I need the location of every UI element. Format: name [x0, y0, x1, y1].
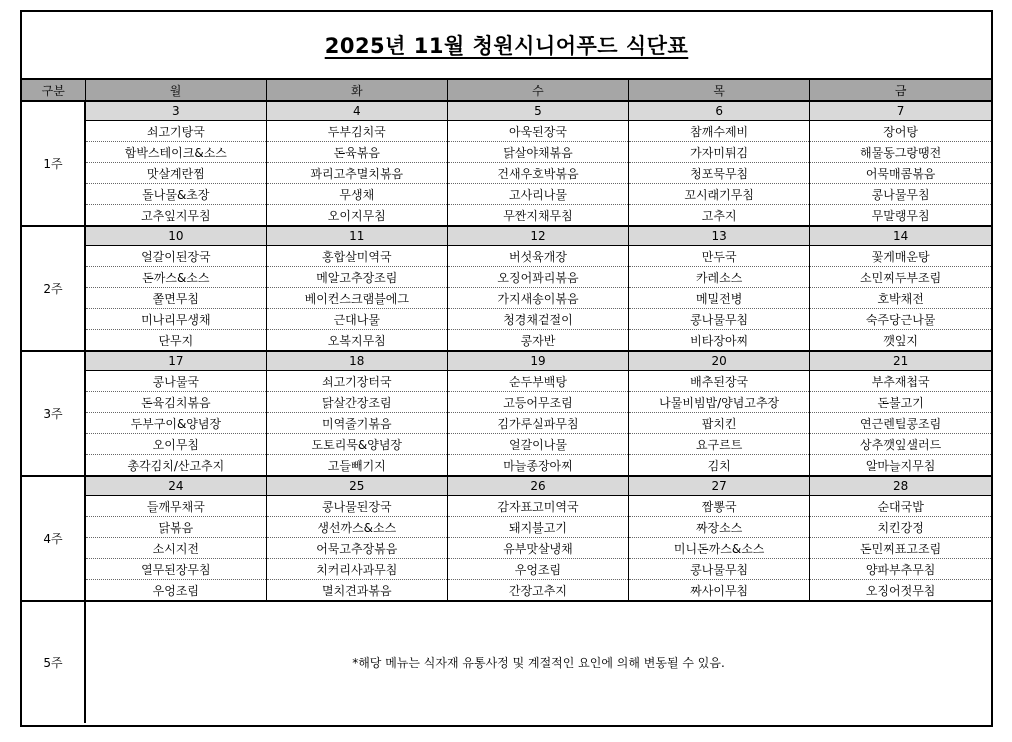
menu-item: 고사리나물: [447, 184, 628, 205]
date-cell: 18: [266, 351, 447, 371]
menu-item: 돈육볶음: [266, 142, 447, 163]
menu-item: 생선까스&소스: [266, 517, 447, 538]
menu-row: [22, 580, 991, 602]
menu-item: 소시지전: [85, 538, 266, 559]
menu-item: 도토리묵&양념장: [266, 434, 447, 455]
menu-item: 미나리무생채: [85, 309, 266, 330]
date-cell: 3: [85, 101, 266, 121]
header-day: 수: [447, 79, 628, 101]
menu-item: 미니돈까스&소스: [629, 538, 810, 559]
menu-item: 감자표고미역국: [447, 496, 628, 517]
menu-item: 무생채: [266, 184, 447, 205]
week5-row: [22, 601, 991, 723]
menu-row: [22, 184, 991, 205]
menu-item: 참깨수제비: [629, 121, 810, 142]
menu-item: 버섯육개장: [447, 246, 628, 267]
menu-item: 간장고추지: [447, 580, 628, 602]
menu-item: 쇠고기탕국: [85, 121, 266, 142]
menu-row: [22, 371, 991, 392]
date-cell: 27: [629, 476, 810, 496]
menu-item: 짜사이무침: [629, 580, 810, 602]
menu-item: 무짠지채무침: [447, 205, 628, 227]
menu-item: 가자미튀김: [629, 142, 810, 163]
menu-row: [22, 392, 991, 413]
menu-item: 오복지무침: [266, 330, 447, 352]
menu-item: 돈까스&소스: [85, 267, 266, 288]
date-cell: 10: [85, 226, 266, 246]
menu-item: 돌나물&초장: [85, 184, 266, 205]
menu-item: 꼬시래기무침: [629, 184, 810, 205]
menu-row: [22, 267, 991, 288]
menu-item: 장어탕: [810, 121, 991, 142]
menu-item: 고등어무조림: [447, 392, 628, 413]
menu-item: 청포묵무침: [629, 163, 810, 184]
date-cell: 26: [447, 476, 628, 496]
menu-item: 양파부추무침: [810, 559, 991, 580]
menu-row: [22, 455, 991, 477]
menu-item: 상추깻잎샐러드: [810, 434, 991, 455]
menu-item: 단무지: [85, 330, 266, 352]
menu-item: 가지새송이볶음: [447, 288, 628, 309]
menu-row: [22, 288, 991, 309]
menu-item: 닭살야채볶음: [447, 142, 628, 163]
menu-item: 팝치킨: [629, 413, 810, 434]
menu-row: [22, 309, 991, 330]
date-cell: 28: [810, 476, 991, 496]
menu-item: 꽃게매운탕: [810, 246, 991, 267]
date-cell: 13: [629, 226, 810, 246]
menu-item: 우엉조림: [85, 580, 266, 602]
header-category: 구분: [22, 79, 85, 101]
menu-row: [22, 538, 991, 559]
menu-item: 치커리사과무침: [266, 559, 447, 580]
menu-row: [22, 163, 991, 184]
date-row: [22, 226, 991, 246]
week-label: 4주: [22, 476, 85, 601]
menu-item: 건새우호박볶음: [447, 163, 628, 184]
menu-item: 소민찌두부조림: [810, 267, 991, 288]
menu-row: [22, 413, 991, 434]
menu-item: 돈불고기: [810, 392, 991, 413]
date-cell: 11: [266, 226, 447, 246]
menu-item: 어묵매콤볶음: [810, 163, 991, 184]
menu-item: 김치: [629, 455, 810, 477]
menu-item: 요구르트: [629, 434, 810, 455]
header-day: 화: [266, 79, 447, 101]
menu-item: 돈민찌표고조림: [810, 538, 991, 559]
week-label: 3주: [22, 351, 85, 476]
date-cell: 14: [810, 226, 991, 246]
date-cell: 17: [85, 351, 266, 371]
date-cell: 6: [629, 101, 810, 121]
menu-row: [22, 330, 991, 352]
menu-item: 들깨무채국: [85, 496, 266, 517]
menu-item: 함박스테이크&소스: [85, 142, 266, 163]
date-cell: 5: [447, 101, 628, 121]
menu-item: 메밀전병: [629, 288, 810, 309]
menu-item: 만두국: [629, 246, 810, 267]
header-day: 금: [810, 79, 991, 101]
menu-row: [22, 559, 991, 580]
menu-row: [22, 142, 991, 163]
menu-item: 해물동그랑땡전: [810, 142, 991, 163]
menu-body: [22, 101, 991, 723]
menu-item: 숙주당근나물: [810, 309, 991, 330]
date-cell: 4: [266, 101, 447, 121]
header-day: 월: [85, 79, 266, 101]
date-row: [22, 476, 991, 496]
menu-item: 돈육김치볶음: [85, 392, 266, 413]
page-title: 2025년 11월 청원시니어푸드 식단표: [324, 34, 689, 58]
menu-item: 청경채겉절이: [447, 309, 628, 330]
header-row: [22, 79, 991, 101]
menu-item: 연근렌틸콩조림: [810, 413, 991, 434]
menu-item: 콩나물국: [85, 371, 266, 392]
menu-row: [22, 434, 991, 455]
menu-item: 근대나물: [266, 309, 447, 330]
menu-row: [22, 121, 991, 142]
menu-row: [22, 246, 991, 267]
date-cell: 12: [447, 226, 628, 246]
menu-item: 미역줄기볶음: [266, 413, 447, 434]
menu-item: 얼갈이나물: [447, 434, 628, 455]
menu-item: 홍합살미역국: [266, 246, 447, 267]
menu-item: 호박채전: [810, 288, 991, 309]
notice-text: *해당 메뉴는 식자재 유통사정 및 계절적인 요인에 의해 변동될 수 있음.: [85, 601, 991, 723]
menu-item: 비타장아찌: [629, 330, 810, 352]
date-cell: 24: [85, 476, 266, 496]
week-label: 2주: [22, 226, 85, 351]
menu-item: 열무된장무침: [85, 559, 266, 580]
menu-item: 맛살계란찜: [85, 163, 266, 184]
menu-item: 오징어꽈리볶음: [447, 267, 628, 288]
menu-item: 오징어젓무침: [810, 580, 991, 602]
week-label: 1주: [22, 101, 85, 226]
menu-item: 고추잎지무침: [85, 205, 266, 227]
menu-item: 짬뽕국: [629, 496, 810, 517]
date-cell: 21: [810, 351, 991, 371]
menu-item: 닭볶음: [85, 517, 266, 538]
menu-item: 베이컨스크램블에그: [266, 288, 447, 309]
week-label: 5주: [22, 601, 85, 723]
menu-item: 콩나물된장국: [266, 496, 447, 517]
menu-item: 두부김치국: [266, 121, 447, 142]
menu-row: [22, 517, 991, 538]
date-cell: 20: [629, 351, 810, 371]
menu-item: 콩자반: [447, 330, 628, 352]
date-row: [22, 351, 991, 371]
menu-item: 쫄면무침: [85, 288, 266, 309]
menu-item: 돼지불고기: [447, 517, 628, 538]
menu-item: 마늘종장아찌: [447, 455, 628, 477]
menu-table: [22, 78, 991, 723]
menu-item: 얼갈이된장국: [85, 246, 266, 267]
menu-item: 치킨강정: [810, 517, 991, 538]
date-cell: 25: [266, 476, 447, 496]
menu-item: 순대국밥: [810, 496, 991, 517]
menu-item: 꽈리고추멸치볶음: [266, 163, 447, 184]
menu-item: 카레소스: [629, 267, 810, 288]
title-area: [22, 12, 991, 78]
menu-item: 고추지: [629, 205, 810, 227]
date-cell: 19: [447, 351, 628, 371]
menu-item: 부추재첩국: [810, 371, 991, 392]
menu-item: 메알고추장조림: [266, 267, 447, 288]
menu-item: 나물비빔밥/양념고추장: [629, 392, 810, 413]
menu-item: 쇠고기장터국: [266, 371, 447, 392]
menu-item: 어묵고추장볶음: [266, 538, 447, 559]
menu-item: 유부맛살냉채: [447, 538, 628, 559]
menu-item: 알마늘지무침: [810, 455, 991, 477]
menu-row: [22, 205, 991, 227]
menu-item: 오이지무침: [266, 205, 447, 227]
menu-item: 두부구이&양념장: [85, 413, 266, 434]
menu-item: 콩나물무침: [629, 559, 810, 580]
menu-item: 닭살간장조림: [266, 392, 447, 413]
menu-item: 순두부백탕: [447, 371, 628, 392]
menu-item: 멸치견과볶음: [266, 580, 447, 602]
menu-item: 총각김치/산고추지: [85, 455, 266, 477]
menu-item: 우엉조림: [447, 559, 628, 580]
menu-item: 김가루실파무침: [447, 413, 628, 434]
menu-item: 오이무침: [85, 434, 266, 455]
date-cell: 7: [810, 101, 991, 121]
menu-item: 고들빼기지: [266, 455, 447, 477]
date-row: [22, 101, 991, 121]
menu-item: 무말랭무침: [810, 205, 991, 227]
header-day: 목: [629, 79, 810, 101]
menu-item: 콩나물무침: [810, 184, 991, 205]
menu-item: 콩나물무침: [629, 309, 810, 330]
menu-row: [22, 496, 991, 517]
menu-item: 깻잎지: [810, 330, 991, 352]
menu-item: 아욱된장국: [447, 121, 628, 142]
menu-item: 짜장소스: [629, 517, 810, 538]
menu-item: 배추된장국: [629, 371, 810, 392]
menu-sheet: [20, 10, 993, 727]
